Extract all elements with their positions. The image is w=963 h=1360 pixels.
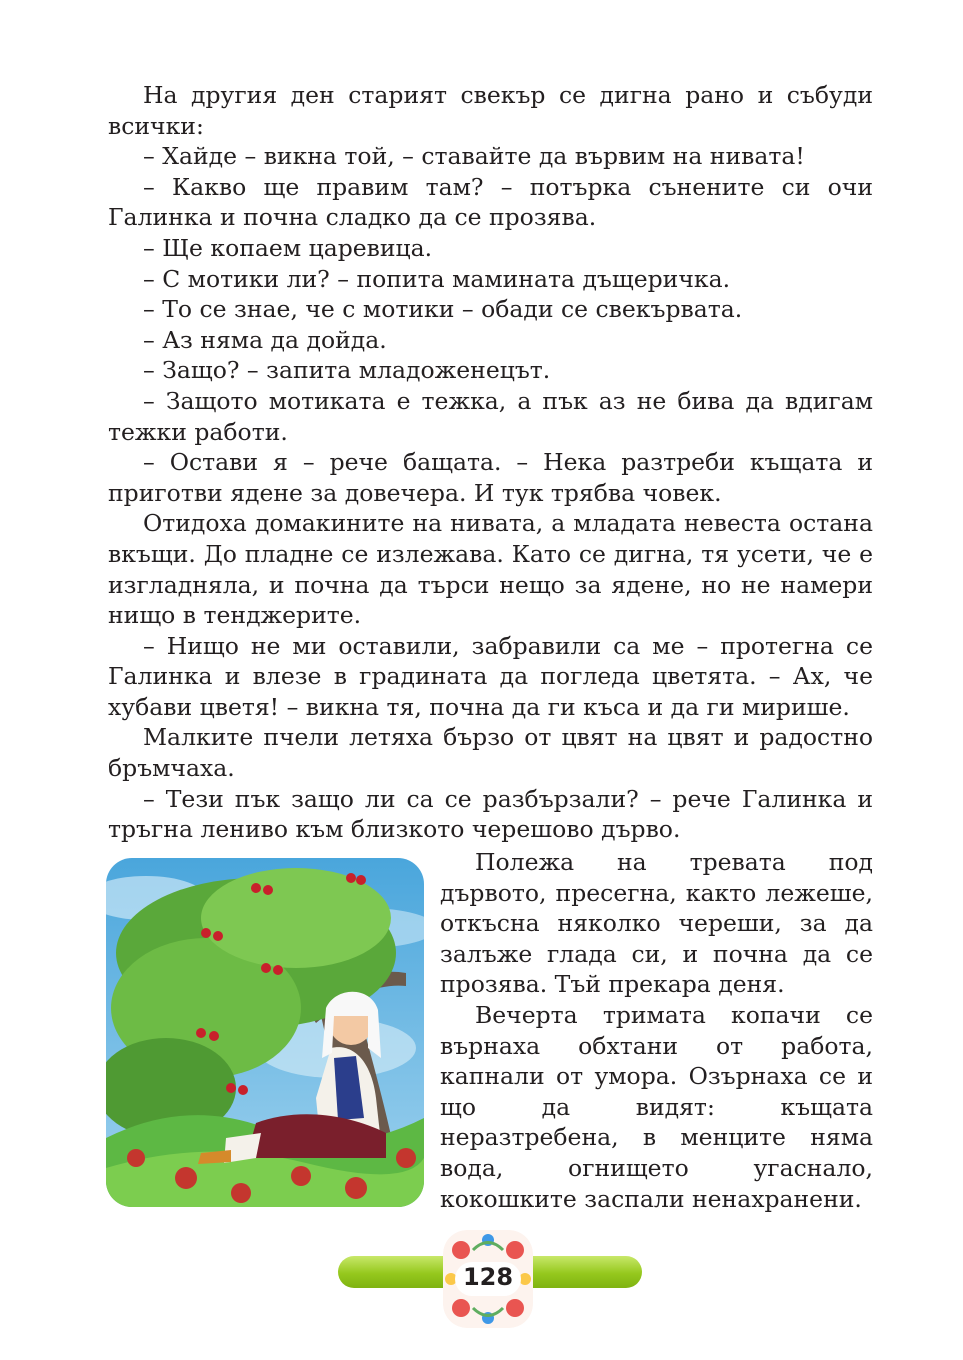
paragraph: Полежа на тревата под дървото, пресегна, както лежеше, откъсна няколко череши, за да залъже глада си, и почна да се прозява. Тъй прекара деня. [440, 848, 873, 999]
paragraph: Вечерта тримата копачи се върнаха обхтани от работа, капнали от умора. Озърнаха се и що да видят: къщата неразтребена, в менците няма вода, огнището угаснало, кокошките заспали ненахранени. [440, 1000, 873, 1213]
illustration-girl-under-cherry-tree [106, 858, 424, 1207]
story-text-wrapped [440, 847, 873, 1214]
paragraph: Малките пчели летяха бързо от цвят на цвят и радостно бръмчаха. [108, 723, 873, 783]
page-number: 128 [462, 1263, 514, 1291]
paragraph: – Ще копаем царевица. [143, 233, 433, 262]
paragraph: – Какво ще правим там? – потърка сънените си очи Галинка и почна сладко да се прозява. [108, 172, 873, 232]
paragraph: – Защото мотиката е тежка, а пък аз не бива да вдигам тежки работи. [108, 386, 873, 446]
story-text [108, 80, 873, 845]
paragraph: – Остави я – рече бащата. – Нека разтреби къщата и приготви ядене за довечера. И тук трябва човек. [108, 448, 873, 507]
paragraph: – Хайде – викна той, – ставайте да вървим на нивата! [143, 142, 805, 171]
paragraph: – Нищо не ми оставили, забравили са ме – протегна се Галинка и влезе в градината да погледа цветята. – Ах, че хубави цветя! – викна тя, почна да ги къса и да ги мирише. [108, 631, 873, 721]
paragraph: На другия ден старият свекър се дигна рано и събуди всички: [108, 81, 873, 140]
paragraph: Отидоха домакините на нивата, а младата невеста остана вкъщи. До пладне се излежава. Като се дигна, тя усети, че е изгладняла, и почна да търси нещо за ядене, но не намери нищо в тенджерите. [108, 509, 873, 630]
paragraph: – То се знае, че с мотики – обади се свекървата. [143, 295, 743, 324]
paragraph: – Защо? – запита младоженецът. [143, 356, 551, 385]
paragraph: – Аз няма да дойда. [143, 325, 387, 354]
paragraph: – С мотики ли? – попита мамината дъщеричка. [143, 264, 731, 293]
paragraph: – Тези пък защо ли са се разбързали? – рече Галинка и тръгна лениво към близкото черешово дърво. [108, 784, 873, 844]
